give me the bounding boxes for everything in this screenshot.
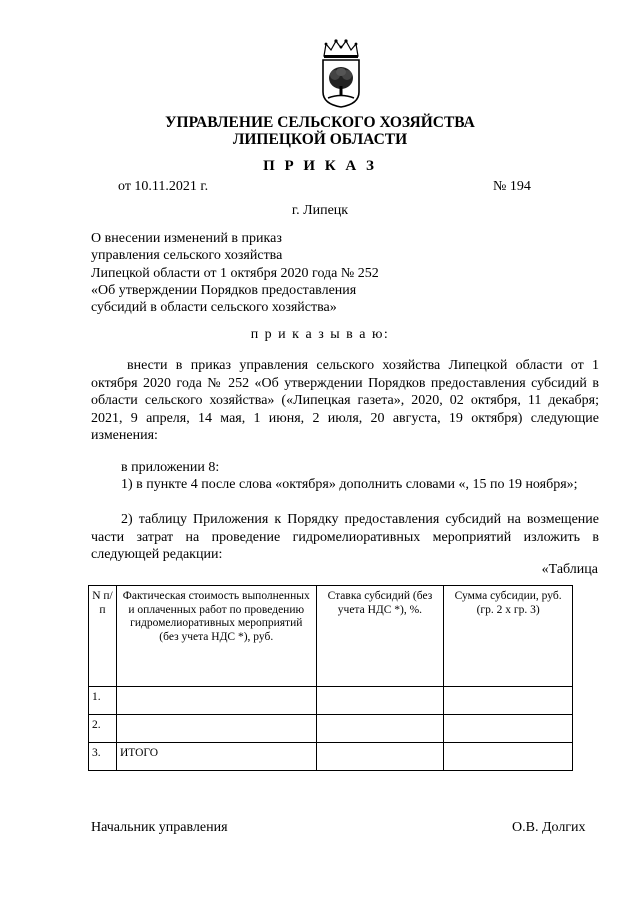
table-cell xyxy=(116,715,316,743)
table-row xyxy=(89,743,573,771)
subject-line: «Об утверждении Порядков предоставления xyxy=(91,282,357,298)
table-row xyxy=(89,687,573,715)
body-paragraph-main: внести в приказ управления сельского хозяйства Липецкой области от 1 октября 2020 года № 252 «Об утверждении Порядков предоставления субсидий в области сельского хозяйства» («Липецкая газета», 2020, 02 октября, 11 декабря; 2021, 9 апреля, 14 мая, 1 июня, 2 июля, 20 августа, 19 октября) следующие изменения: xyxy=(91,358,599,444)
table-header-cell: Сумма субсидии, руб. (гр. 2 х гр. 3) xyxy=(444,586,573,687)
table-header-cell: Ставка субсидий (без учета НДС *), %. xyxy=(316,586,444,687)
table-cell: ИТОГО xyxy=(116,743,316,771)
table-cell: 2. xyxy=(89,715,117,743)
subject-line: Липецкой области от 1 октября 2020 года № 252 xyxy=(91,265,379,281)
table-row xyxy=(89,715,573,743)
table-header-row xyxy=(89,586,573,687)
document-type-title: П Р И К А З xyxy=(263,158,377,174)
signatory-position: Начальник управления xyxy=(91,820,228,835)
organization-name xyxy=(0,114,640,148)
org-line-1: УПРАВЛЕНИЕ СЕЛЬСКОГО ХОЗЯЙСТВА xyxy=(165,114,475,131)
table-header-cell: Фактическая стоимость выполненных и оплаченных работ по проведению гидромелиоративных мероприятий (без учета НДС *), руб. xyxy=(116,586,316,687)
table-cell xyxy=(316,743,444,771)
table-caption: «Таблица xyxy=(541,562,598,577)
order-subject xyxy=(91,230,379,316)
subject-line: управления сельского хозяйства xyxy=(91,248,283,264)
table-cell xyxy=(444,687,573,715)
table-cell: 1. xyxy=(89,687,117,715)
signatory-name: О.В. Долгих xyxy=(512,820,586,835)
table-cell xyxy=(116,687,316,715)
table-cell xyxy=(444,715,573,743)
table-cell: 3. xyxy=(89,743,117,771)
body-paragraph-item-2: 2) таблицу Приложения к Порядку предоставления субсидий на возмещение части затрат на проведение гидромелиоративных мероприятий изложить в следующей редакции: xyxy=(91,512,599,563)
subject-line: О внесении изменений в приказ xyxy=(91,231,282,246)
order-date: от 10.11.2021 г. xyxy=(118,179,209,194)
coat-of-arms-emblem xyxy=(320,38,362,108)
body-paragraph-appendix: в приложении 8: xyxy=(121,460,220,475)
body-paragraph-item-1: 1) в пункте 4 после слова «октября» дополнить словами «, 15 по 19 ноября»; xyxy=(121,477,578,492)
city-name: г. Липецк xyxy=(291,203,349,218)
subject-line: субсидий в области сельского хозяйства» xyxy=(91,300,337,316)
table-cell xyxy=(316,715,444,743)
table-header-cell: N п/п xyxy=(89,586,117,687)
table-cell xyxy=(444,743,573,771)
subsidy-table xyxy=(88,585,573,771)
order-directive-word: п р и к а з ы в а ю: xyxy=(250,327,390,342)
table-cell xyxy=(316,687,444,715)
org-line-2: ЛИПЕЦКОЙ ОБЛАСТИ xyxy=(232,131,408,148)
order-number: № 194 xyxy=(493,179,531,194)
